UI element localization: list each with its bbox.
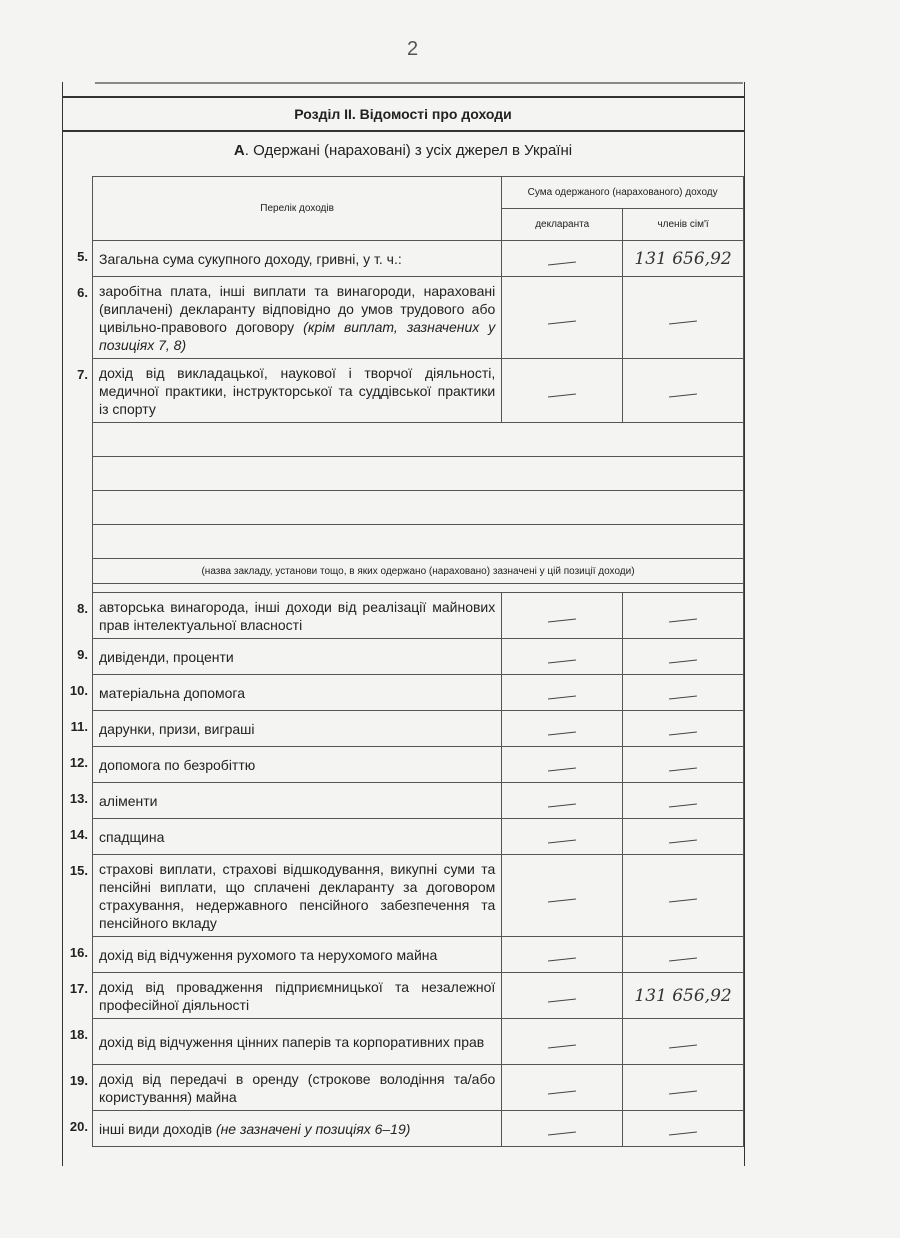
income-label-text: допомога по безробіттю (99, 756, 256, 773)
income-table-header (93, 177, 744, 241)
income-label-text: дохід від відчуження цінних паперів та корпоративних прав (99, 1033, 485, 1050)
value-declarant[interactable] (502, 639, 623, 675)
value-declarant[interactable] (502, 359, 623, 423)
handwritten-dash (669, 803, 697, 807)
income-label (93, 359, 502, 423)
income-label (93, 1111, 502, 1147)
institution-line[interactable] (93, 423, 744, 457)
value-declarant[interactable] (502, 783, 623, 819)
handwritten-dash (669, 731, 697, 735)
section-title (62, 96, 744, 132)
header-income-list: Перелік доходів (93, 177, 502, 241)
row-number: 6. (77, 284, 88, 300)
institution-caption: (назва закладу, установи тощо, в яких одержано (нараховано) зазначені у цій позиції доходи) (93, 559, 744, 584)
handwritten-dash (548, 839, 576, 843)
income-label (93, 855, 502, 937)
income-row (93, 1111, 744, 1147)
income-row (93, 277, 744, 359)
value-family[interactable] (623, 1065, 744, 1111)
income-row (93, 711, 744, 747)
handwritten-dash (669, 393, 697, 397)
row-number: 5. (77, 248, 88, 264)
income-label-note: (не зазначені у позиціях 6–19) (215, 1120, 411, 1137)
value-family[interactable]: 131 656,92 (623, 973, 744, 1019)
handwritten-dash (669, 695, 697, 699)
value-declarant[interactable] (502, 593, 623, 639)
income-row (93, 783, 744, 819)
income-row (93, 359, 744, 423)
income-label-text: дохід від передачі в оренду (строкове володіння та/або користування) майна (99, 1070, 496, 1105)
income-label-text: дохід від викладацької, наукової і творчої діяльності, медичної практики, інструкторської та суддівської практики із спорту (99, 364, 496, 417)
income-label (93, 747, 502, 783)
income-row (93, 973, 744, 1019)
value-family[interactable] (623, 819, 744, 855)
value-family[interactable] (623, 359, 744, 423)
row-number: 9. (77, 646, 88, 662)
value-family[interactable]: 131 656,92 (623, 241, 744, 277)
income-label-text: страхові виплати, страхові відшкодування, викупні суми та пенсійні виплати, що сплачені декларанту за договором страхування, недержавного пенсійного забезпечення та пенсійного вкладу (99, 860, 496, 931)
income-label-text: заробітна плата, інші виплати та винагороди, нараховані (виплачені) декларанту відповідно до умов трудового або цивільно-правового договору (99, 282, 496, 335)
institution-line[interactable] (93, 457, 744, 491)
income-label-text: дарунки, призи, виграші (99, 720, 255, 737)
handwritten-dash (669, 320, 697, 324)
handwritten-dash (548, 731, 576, 735)
income-label-text: спадщина (99, 828, 165, 845)
value-declarant[interactable] (502, 1111, 623, 1147)
value-family[interactable] (623, 855, 744, 937)
value-declarant[interactable] (502, 855, 623, 937)
value-family[interactable] (623, 1111, 744, 1147)
income-row (93, 855, 744, 937)
institution-line[interactable] (93, 525, 744, 559)
row-number: 13. (69, 790, 88, 806)
handwritten-dash (548, 393, 576, 397)
income-label-text: матеріальна допомога (99, 684, 246, 701)
income-label (93, 819, 502, 855)
subsection-title-text: . Одержані (нараховані) з усіх джерел в Україні (244, 142, 573, 159)
handwritten-dash (669, 839, 697, 843)
row-number: 18. (69, 1026, 88, 1042)
income-label (93, 711, 502, 747)
income-label (93, 783, 502, 819)
row-number: 7. (77, 366, 88, 382)
handwritten-dash (548, 618, 576, 622)
row-number: 14. (69, 826, 88, 842)
handwritten-dash (669, 1090, 697, 1094)
handwritten-dash (548, 1090, 576, 1094)
value-family[interactable] (623, 783, 744, 819)
value-declarant[interactable] (502, 1019, 623, 1065)
value-family[interactable] (623, 1019, 744, 1065)
income-label-text: Загальна сума сукупного доходу, гривні, у т. ч.: (99, 250, 402, 267)
value-declarant[interactable] (502, 241, 623, 277)
handwritten-dash (548, 261, 576, 265)
income-label (93, 639, 502, 675)
value-family[interactable] (623, 675, 744, 711)
income-label (93, 675, 502, 711)
row-number: 12. (69, 754, 88, 770)
handwritten-dash (548, 803, 576, 807)
header-family: членів сім'ї (623, 209, 744, 241)
income-label-text: дохід від відчуження рухомого та нерухомого майна (99, 946, 438, 963)
handwritten-dash (548, 998, 576, 1002)
income-row (93, 819, 744, 855)
value-declarant[interactable] (502, 819, 623, 855)
value-declarant[interactable] (502, 973, 623, 1019)
income-row (93, 593, 744, 639)
handwritten-dash (669, 767, 697, 771)
value-family[interactable] (623, 937, 744, 973)
row-number: 16. (69, 944, 88, 960)
income-row (93, 1065, 744, 1111)
income-row (93, 1019, 744, 1065)
income-row (93, 241, 744, 277)
income-table (92, 176, 744, 1147)
income-row (93, 675, 744, 711)
row-number: 15. (69, 862, 88, 878)
income-row (93, 937, 744, 973)
income-label (93, 1065, 502, 1111)
handwritten-dash (548, 320, 576, 324)
income-label (93, 937, 502, 973)
row-number: 11. (70, 718, 88, 734)
row-number: 8. (77, 600, 88, 616)
handwritten-dash (669, 957, 697, 961)
value-family[interactable] (623, 593, 744, 639)
handwritten-dash (548, 659, 576, 663)
income-label (93, 1019, 502, 1065)
value-declarant[interactable] (502, 675, 623, 711)
income-label-text: дохід від провадження підприємницької та незалежної професійної діяльності (99, 978, 496, 1013)
row-number: 19. (69, 1072, 88, 1088)
subsection-letter: А (233, 142, 245, 159)
income-row (93, 747, 744, 783)
income-label-text: дивіденди, проценти (99, 648, 234, 665)
handwritten-dash (548, 1131, 576, 1135)
handwritten-dash (669, 1131, 697, 1135)
income-label-note: (крім виплат, зазначених у позиціях 7, 8) (99, 318, 496, 353)
spacer (93, 584, 744, 593)
income-label (93, 277, 502, 359)
handwritten-dash (548, 695, 576, 699)
header-declarant: декларанта (502, 209, 623, 241)
row-number: 10. (69, 682, 88, 698)
page-number: 2 (406, 38, 419, 60)
income-row (93, 639, 744, 675)
value-declarant[interactable] (502, 747, 623, 783)
value-family[interactable] (623, 711, 744, 747)
handwritten-dash (669, 898, 697, 902)
value-family[interactable] (623, 639, 744, 675)
income-label (93, 241, 502, 277)
handwritten-dash (548, 898, 576, 902)
handwritten-dash (548, 1044, 576, 1048)
row-number: 20. (69, 1118, 88, 1134)
value-declarant[interactable] (502, 1065, 623, 1111)
income-rows-bottom (93, 593, 744, 1147)
value-declarant[interactable] (502, 711, 623, 747)
row-number: 17. (69, 980, 88, 996)
institution-line[interactable] (93, 491, 744, 525)
income-label (93, 593, 502, 639)
handwritten-dash (548, 767, 576, 771)
handwritten-dash (548, 957, 576, 961)
value-declarant[interactable] (502, 937, 623, 973)
handwritten-dash (669, 1044, 697, 1048)
income-label-text: інші види доходів (99, 1120, 213, 1137)
value-family[interactable] (623, 277, 744, 359)
value-family[interactable] (623, 747, 744, 783)
institution-block (93, 423, 744, 593)
handwritten-dash (669, 618, 697, 622)
value-declarant[interactable] (502, 277, 623, 359)
section-title-text: Розділ ІІ. Відомості про доходи (294, 106, 512, 122)
income-rows-top (93, 241, 744, 423)
income-label-text: авторська винагорода, інші доходи від реалізації майнових прав інтелектуальної власності (99, 598, 496, 633)
header-sum: Сума одержаного (нарахованого) доходу (502, 177, 744, 209)
income-label (93, 973, 502, 1019)
income-label-text: аліменти (99, 792, 158, 809)
subsection-title (62, 142, 744, 159)
handwritten-dash (669, 659, 697, 663)
